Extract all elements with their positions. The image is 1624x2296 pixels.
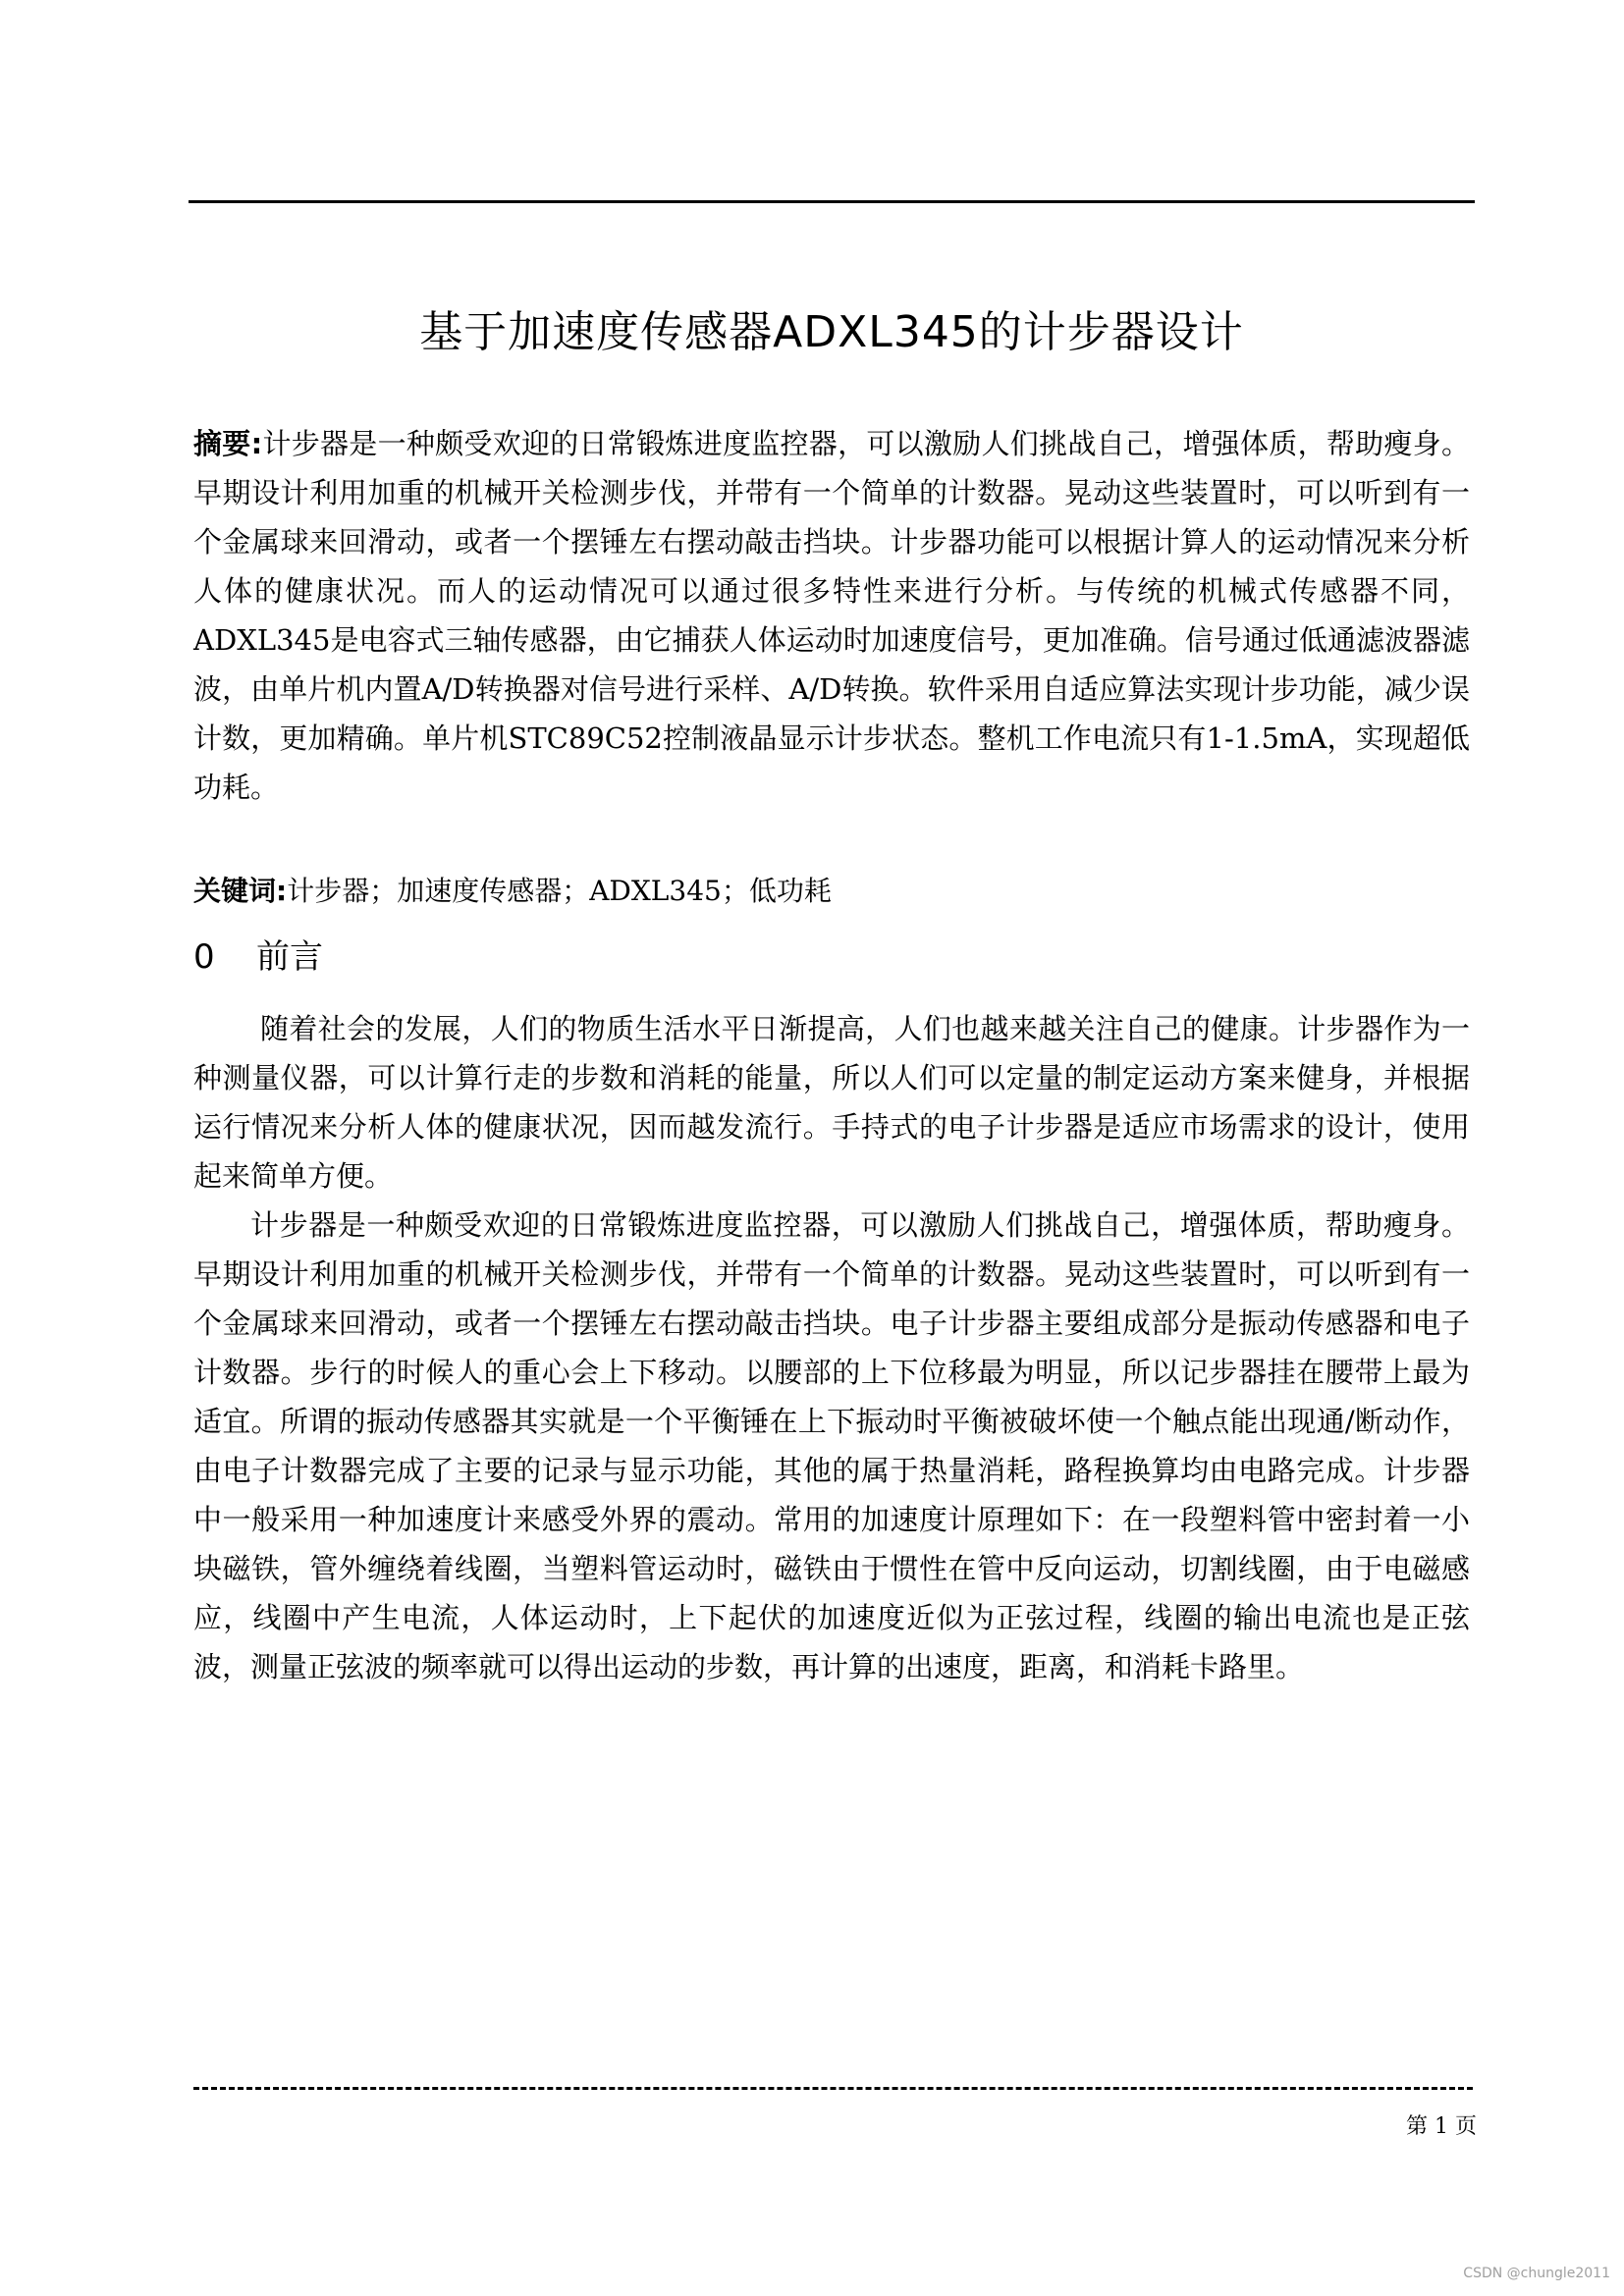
keywords-text: 计步器；加速度传感器；ADXL345；低功耗 xyxy=(287,875,832,907)
page-number: 第 1 页 xyxy=(1406,2114,1477,2139)
footer-rule xyxy=(193,2087,1473,2090)
section-body xyxy=(193,1004,1470,1691)
abstract-label: 摘要: xyxy=(193,427,263,460)
section-title: 前言 xyxy=(256,937,323,977)
keywords xyxy=(193,867,1470,916)
watermark: CSDN @chungle2011 xyxy=(1463,2266,1610,2281)
section-heading xyxy=(193,933,323,982)
abstract-text: 计步器是一种颇受欢迎的日常锻炼进度监控器，可以激励人们挑战自己，增强体质，帮助瘦身。早期设计利用加重的机械开关检测步伐，并带有一个简单的计数器。晃动这些装置时，可以听到有一个金属球来回滑动，或者一个摆锤左右摆动敲击挡块。计步器功能可以根据计算人的运动情况来分析人体的健康状况。而人的运动情况可以通过很多特性来进行分析。与传统的机械式传感器不同，ADXL345是电容式三轴传感器，由它捕获人体运动时加速度信号，更加准确。信号通过低通滤波器滤波，由单片机内置A/D转换器对信号进行采样、A/D转换。软件采用自适应算法实现计步功能，减少误计数，更加精确。单片机STC89C52控制液晶显示计步状态。整机工作电流只有1-1.5mA，实现超低功耗。 xyxy=(193,427,1470,804)
abstract xyxy=(193,419,1470,812)
keywords-label: 关键词: xyxy=(193,875,288,907)
header-rule xyxy=(189,200,1475,203)
section-number: 0 xyxy=(193,937,215,977)
paragraph: 计步器是一种颇受欢迎的日常锻炼进度监控器，可以激励人们挑战自己，增强体质，帮助瘦身。早期设计利用加重的机械开关检测步伐，并带有一个简单的计数器。晃动这些装置时，可以听到有一个金属球来回滑动，或者一个摆锤左右摆动敲击挡块。电子计步器主要组成部分是振动传感器和电子计数器。步行的时候人的重心会上下移动。以腰部的上下位移最为明显，所以记步器挂在腰带上最为适宜。所谓的振动传感器其实就是一个平衡锤在上下振动时平衡被破坏使一个触点能出现通/断动作，由电子计数器完成了主要的记录与显示功能，其他的属于热量消耗，路程换算均由电路完成。计步器中一般采用一种加速度计来感受外界的震动。常用的加速度计原理如下：在一段塑料管中密封着一小块磁铁，管外缠绕着线圈，当塑料管运动时，磁铁由于惯性在管中反向运动，切割线圈，由于电磁感应，线圈中产生电流，人体运动时，上下起伏的加速度近似为正弦过程，线圈的输出电流也是正弦波，测量正弦波的频率就可以得出运动的步数，再计算的出速度，距离，和消耗卡路里。 xyxy=(193,1208,1470,1683)
document-title: 基于加速度传感器ADXL345的计步器设计 xyxy=(419,307,1244,358)
paragraph: 随着社会的发展，人们的物质生活水平日渐提高，人们也越来越关注自己的健康。计步器作为一种测量仪器，可以计算行走的步数和消耗的能量，所以人们可以定量的制定运动方案来健身，并根据运行情况来分析人体的健康状况，因而越发流行。手持式的电子计步器是适应市场需求的设计，使用起来简单方便。 xyxy=(193,1012,1470,1193)
